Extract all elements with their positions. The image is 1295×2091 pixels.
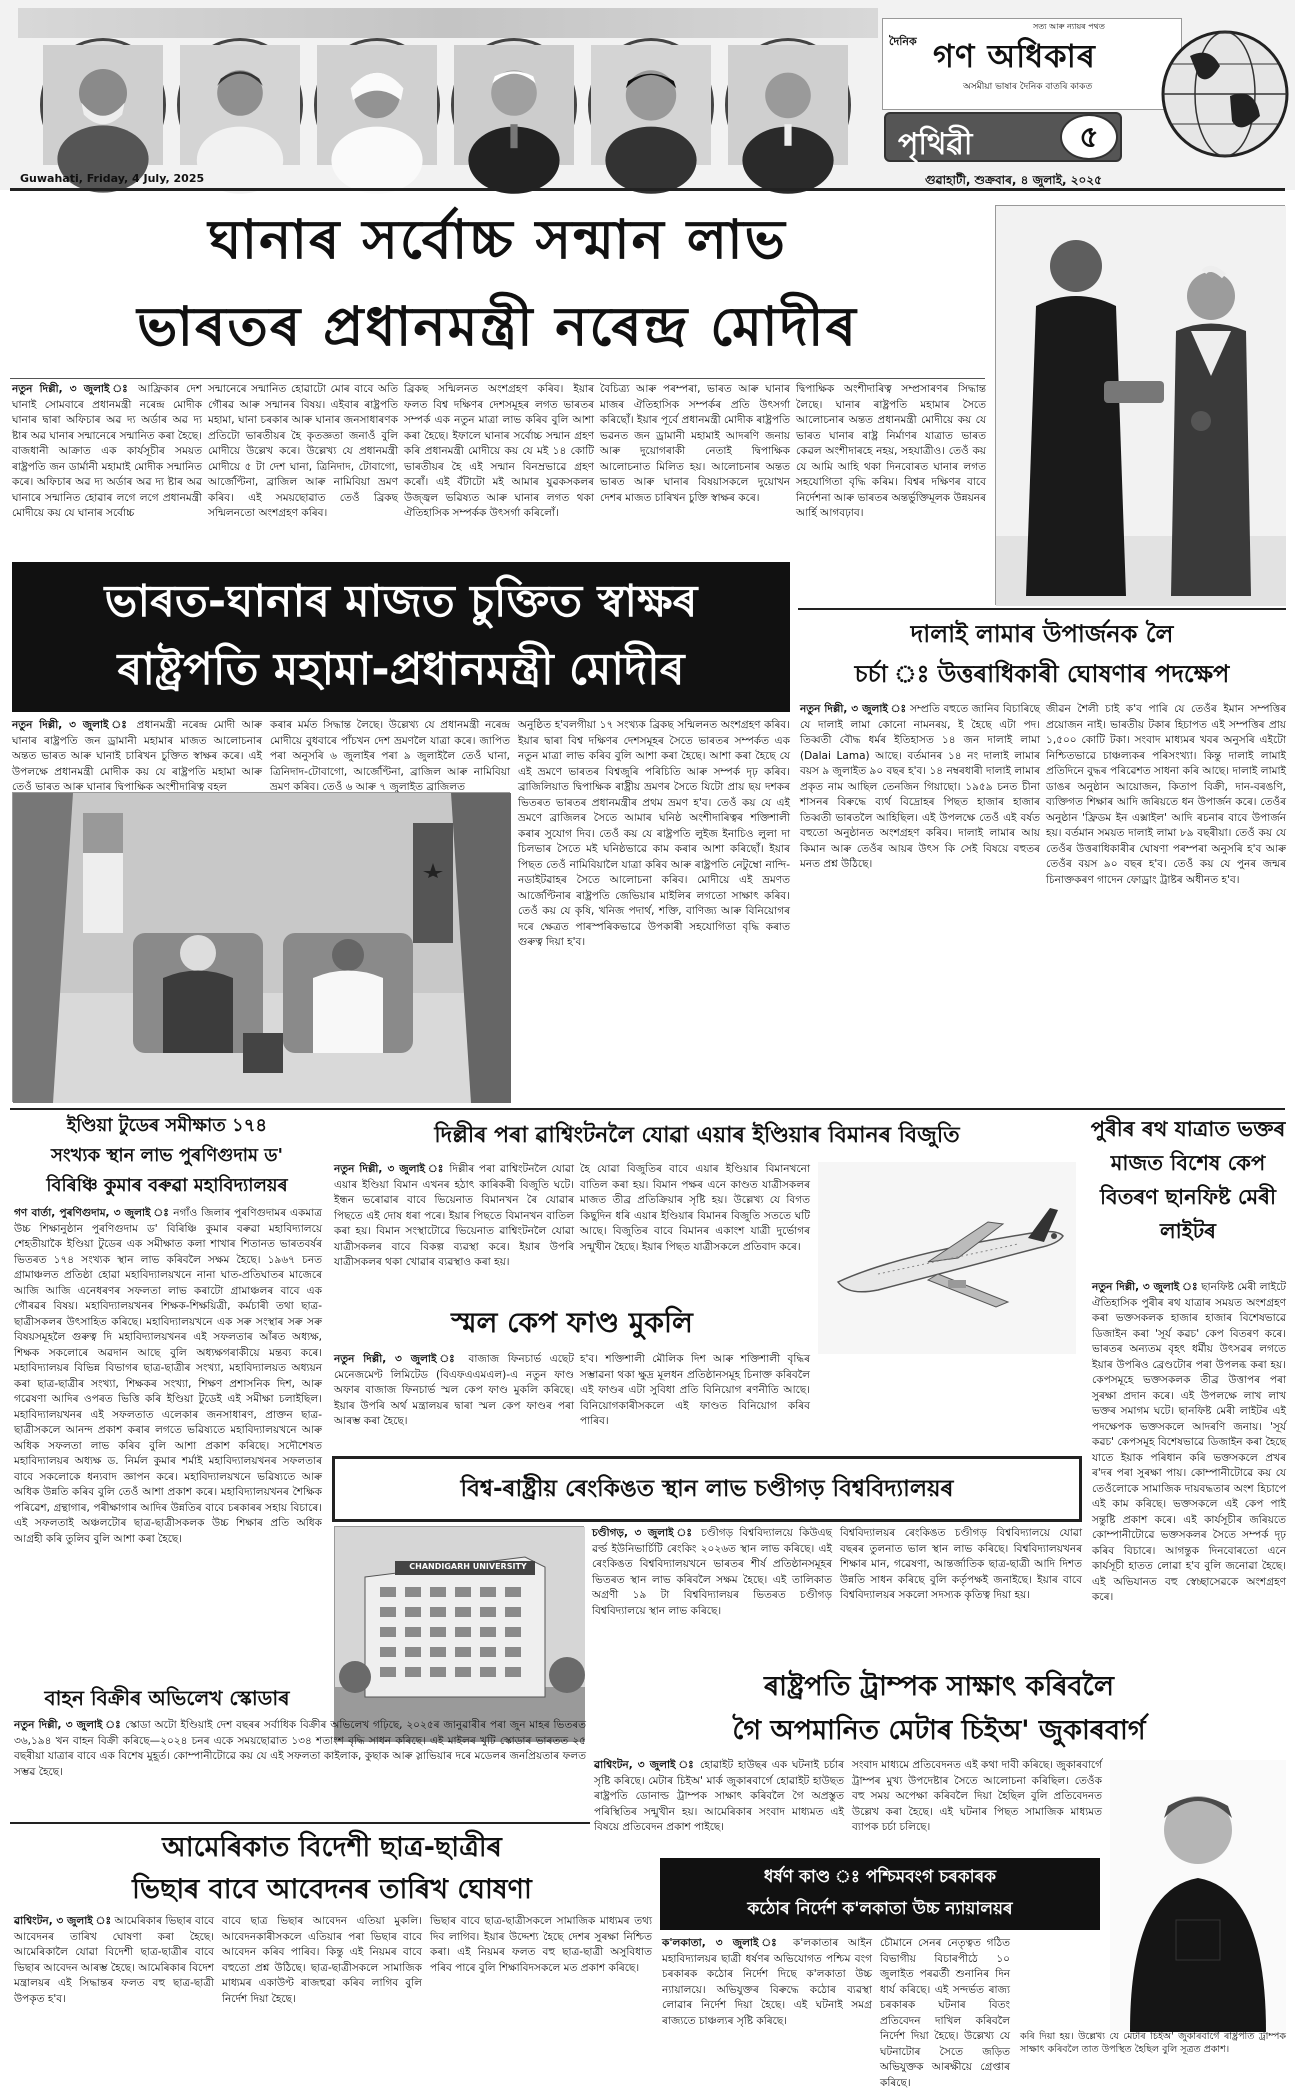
story11-column-3: ভিছাৰ বাবে ছাত্ৰ-ছাত্ৰীসকলে সামাজিক মাধ্যমৰ তথ্য দিব লাগিব। ইয়াৰ উদ্দেশ্য হৈছে দেশৰ সুৰক্ষা নিশ্চিত কৰা। এই নিয়মৰ ফলত বহু ছাত্ৰ-ছাত্ৰী অসুবিধাত পৰিব পাৰে বুলি শিক্ষাবিদসকলে মত প্ৰকাশ কৰিছে। <box>430 1915 652 1974</box>
leader-portrait-2 <box>177 38 303 172</box>
story9-headline: বাহন বিক্ৰীৰ অভিলেখ স্কোডাৰ <box>44 1686 290 1710</box>
story3-headline-1: দালাই লামাৰ উপাৰ্জনক লৈ <box>910 620 1174 648</box>
story1-text-1: আফ্ৰিকাৰ দেশ ঘানাই সোমবাৰে প্ৰধানমন্ত্ৰী নৰেন্দ্ৰ মোদীক ঘানাৰ দ্বাৰা অফিচাৰ অৱ দ্য অৰ্ডাৰ অৱ দ্য ষ্টাৰ অৱ ঘানাৰ সন্মানেৰে সন্মানিত কৰা হৈছে। বাজধানী আক্ৰাত এক কাৰ্যসূচীৰ সময়ত ৰাষ্ট্ৰপতি জন ডাৰ্মানী মহামাই মোদীক সন্মানিত কৰে। অফিচাৰ অৱ দ্য অৰ্ডাৰ অৱ দ্য ষ্টাৰ অৱ ঘানাৰে সন্মানিত হোৱাৰ লগে লগে প্ৰধানমন্ত্ৰী মোদীয়ে কয় যে ঘানাৰ সৰ্বোচ্চ <box>12 383 202 519</box>
story6-column-2: হ'ব। শক্তিশালী মৌলিক দিশ আৰু শক্তিশালী বৃদ্ধিৰ সম্ভাৱনা থকা ক্ষুদ্ৰ মূলধন প্ৰতিষ্ঠানসমূহ চিনাক্ত কৰিবলৈ এই ফাণ্ডৰ এটা সুবিধা প্ৰতি বিনিয়োগ ৰণনীতি আছে। বিনিয়োগকাৰীসকলে এই ফাণ্ডত বিনিয়োগ কৰিব পাৰিব। <box>580 1353 810 1427</box>
story9-body <box>14 1718 586 1816</box>
dateline-english: Guwahati, Friday, 4 July, 2025 <box>20 172 205 185</box>
leader-portrait-1 <box>40 38 166 172</box>
story1-column-3: ব্ৰিকছ সন্মিলনত অংশগ্ৰহণ কৰিব। ইয়াৰ ফলত বিশ্ব দক্ষিণৰ দেশসমূহৰ লগত ভাৰতৰ সম্পৰ্ক এক নতুন মাত্ৰা লাভ কৰিব বুলি আশা কৰা হৈছে। ইফালে ঘানাৰ সৰ্বোচ্চ সন্মান গ্ৰহণ কৰি প্ৰধানমন্ত্ৰী মোদীয়ে কয় যে মই ১৪ কোটি ভাৰতীয়ৰ হৈ এই সন্মান বিনম্ৰভাৱে গ্ৰহণ কৰোঁ। এই বঁটাটো মই আমাৰ যুৱকসকলৰ উজ্জ্বল ভৱিষ্যত আৰু ঘানাৰ লগত থকা ঐতিহাসিক সম্পৰ্কক উৎসৰ্গা কৰিলোঁ। <box>404 383 594 519</box>
story11-text-1: আমেৰিকাৰ ভিছাৰ বাবে আবেদনৰ তাৰিখ ঘোষণা কৰা হৈছে। আমেৰিকালৈ যোৱা বিদেশী ছাত্ৰ-ছাত্ৰীৰ বাবে ভিছাৰ আবেদন আৰম্ভ হৈছে। আমেৰিকাৰ বিদেশ মন্ত্ৰালয়ৰ এই সিদ্ধান্তৰ ফলত বহু ছাত্ৰ-ছাত্ৰী উপকৃত হ'ব। <box>14 1915 214 2005</box>
story6-dateline: নতুন দিল্লী, ৩ জুলাই ঃ <box>334 1353 460 1365</box>
university-photo <box>334 1526 584 1741</box>
story3-column-1 <box>800 702 1040 1102</box>
globe-icon <box>1160 6 1290 182</box>
leader-portrait-5 <box>588 38 714 172</box>
story11-headline-1: আমেৰিকাত বিদেশী ছাত্ৰ-ছাত্ৰীৰ <box>162 1832 502 1863</box>
story1-dateline: নতুন দিল্লী, ৩ জুলাই ঃ <box>12 383 132 395</box>
story12-headline-box <box>660 1858 1100 1930</box>
dateline-assamese: গুৱাহাটী, শুক্ৰবাৰ, ৪ জুলাই, ২০২৫ <box>925 173 1102 187</box>
story3-column-2: জীৱন শৈলী চাই ক'ব পাৰি যে তেওঁৰ ইমান সম্পত্তিৰ প্ৰয়োজন নাই। ভাৰতীয় টকাৰ হিচাপত এই সম্পত্তিৰ প্ৰায় ১,৫০০ কোটি টকা। সংবাদ মাধ্যমৰ খবৰ অনুসৰি এইটো নিশ্চিতভাৱে চাঞ্চল্যকৰ পৰিসংখ্যা। কিন্তু দালাই লামাই প্ৰতিদিনে বুদ্ধৰ পৰিৱেশত সাধনা কৰি আছে। দালাই লামাই ডাঙৰ অনুষ্ঠান আয়োজন, কিতাপ বিক্ৰী, দান-বৰঙণি, ব্যক্তিগত শিক্ষাৰ আদি জৰিয়তে ধন উপাৰ্জন কৰে। তেওঁৰ অনুষ্ঠান 'ফ্ৰিডম ইন এক্সাইল' আদি ৰচনাৰ বাবে উপাৰ্জন হয়। বৰ্তমান সময়ত দালাই লামা ৮৯ বছৰীয়া। তেওঁ কয় যে তেওঁৰ উত্তৰাধিকাৰীৰ ঘোষণা পৰম্পৰা অনুসৰি হ'ব আৰু তেওঁৰ বয়স ৯০ বছৰ হ'ব। তেওঁ কয় যে পুনৰ জন্মৰ চিনাক্তকৰণ গাদেন ফোড্ৰাং ট্ৰাষ্টৰ অধীনত হ'ব। <box>1046 703 1286 886</box>
brand-name: গণ অধিকাৰ <box>933 37 1096 75</box>
story10-dateline: ৱাশ্বিংটন, ৩ জুলাই ঃ <box>594 1759 696 1771</box>
story2-column-1 <box>12 718 262 793</box>
story12-column-2: চৌমানে সেনৰ নেতৃত্বত গঠিত বিভাগীয় বিচাৰপীঠে ১০ জুলাইত পৰৱৰ্তী শুনানিৰ দিন ধাৰ্য কৰিছে। এই সন্দৰ্ভত ৰাজ্য চৰকাৰক ঘটনাৰ বিতং প্ৰতিবেদন দাখিল কৰিবলৈ নিৰ্দেশ দিয়া হৈছে। উল্লেখ্য যে ঘটনাটোৰ সৈতে জড়িত অভিযুক্তক আৰক্ষীয়ে গ্ৰেপ্তাৰ কৰিছে। <box>880 1937 1010 2089</box>
story3-headline-box <box>798 608 1286 698</box>
page-number: ৫ <box>1079 120 1099 155</box>
airplane-photo <box>818 1162 1076 1354</box>
story9-text: স্কোডা অটো ইণ্ডিয়াই দেশ বছৰৰ সৰ্বাধিক বিক্ৰীৰ অভিলেখ গঢ়িছে, ২০২৫ৰ জানুৱাৰীৰ পৰা জুন মাহৰ ভিতৰত ৩৬,১৯৪ খন বাহন বিক্ৰী কৰিছে—২০২৪ চনৰ একে সময়ছোৱাত ১৩৪ শতাংশ বৃদ্ধি সাধন কৰিছে। এই মাইলৰ খুটি স্কোডাৰ ভাৰতত ২৫ বছৰীয়া যাত্ৰাৰ বাবে এক বিশেষ মুহূৰ্ত। কোম্পানীটোৱে কয় যে এই সফলতা কাইলাক, কুছাক আৰু স্লাভিয়াৰ দৰে মডেলৰ জনপ্ৰিয়তাৰ ফলত সম্ভৱ হৈছে। <box>14 1719 586 1778</box>
story2-dateline: নতুন দিল্লী, ৩ জুলাই ঃ <box>12 719 131 731</box>
story3-headline-2: চৰ্চা ঃ উত্তৰাধিকাৰী ঘোষণাৰ পদক্ষেপ <box>854 660 1230 688</box>
lower-rule <box>10 1822 590 1824</box>
story12-column-1 <box>662 1936 872 2066</box>
story10-caption: কৰি দিয়া হয়। উল্লেখ্য যে মেটাৰ চিইঅ' জুকাৰবাৰ্গে ৰাষ্ট্ৰপতি ট্ৰাম্পক সাক্ষাৎ কৰিবলৈ তাত উপস্থিত হৈছিল বুলি সূত্ৰত প্ৰকাশ। <box>1020 2031 1286 2055</box>
story2-headline-1: ভাৰত-ঘানাৰ মাজত চুক্তিত স্বাক্ষৰ <box>104 576 698 627</box>
story11-column-2: বাবে ছাত্ৰ ভিছাৰ আবেদন এতিয়া মুকলি। আবেদনকাৰীসকলে এতিয়াৰ পৰা ভিছাৰ বাবে আবেদন কৰিব পাৰিব। কিন্তু এই নিয়মৰ বাবে বহুতো প্ৰশ্ন উঠিছে। ছাত্ৰ-ছাত্ৰীসকলে সামাজিক মাধ্যমৰ একাউণ্ট ৰাজহুৱা কৰিব লাগিব বুলি নিৰ্দেশ দিয়া হৈছে। <box>222 1915 422 2005</box>
university-sign: CHANDIGARH UNIVERSITY <box>409 1562 527 1571</box>
brand-prefix: দৈনিক <box>889 35 917 48</box>
story4-headline-2: সংখ্যক স্থান লাভ পুৰণিগুদাম ড' <box>50 1145 284 1166</box>
story3-text-1: সম্প্ৰতি বহুতে জানিব বিচাৰিছে যে দালাই লামা কোনো নামনৰয়, ই হৈছে এটা পদ। তিব্বতী বৌদ্ধ ধৰ্মৰ ইতিহাসত ১৪ জন দালাই লামা (Dalai Lama) আছে। বৰ্তমানৰ ১৪ নং দালাই লামাৰ বয়স ৯ জুলাইত ৯০ বছৰ হ'ব। ১৪ নম্বৰধাৰী দালাই লামাৰ প্ৰকৃত নাম আছিল তেনজিন গিয়াছো। ১৯৫৯ চনত চীনা শাসনৰ বিৰুদ্ধে ব্যৰ্থ বিদ্ৰোহৰ পিছত হাজাৰ হাজাৰ তিব্বতী ভাৰতলৈ আহিছিল। এই উপলক্ষে তেওঁ এই বৰ্ষত বহুতো অনুষ্ঠানত অংশগ্ৰহণ কৰিব। দালাই লামাৰ আয় কিমান আৰু তেওঁৰ আয়ৰ উৎস কি সেই বিষয়ে বহুতৰ মনত প্ৰশ্ন উঠিছে। <box>800 703 1040 870</box>
story2-column-2: কৰাৰ মৰ্মত সিদ্ধান্ত লৈছে। উল্লেখ্য যে প্ৰধানমন্ত্ৰী নৰেন্দ্ৰ মোদীয়ে বুধবাৰে পাঁচখন দেশ ভ্ৰমণলৈ যাত্ৰা কৰে। জাপিত পৰা অনুসৰি ৬ জুলাইৰ পৰা ৯ জুলাইলৈ তেওঁ ঘানা, ত্ৰিনিদাদ-টোবাগো, আৰ্জেণ্টিনা, ব্ৰাজিল আৰু নামিবিয়া ভ্ৰমণ কৰিব। তেওঁ ৬ আৰু ৭ জুলাইত ব্ৰাজিলত <box>270 719 510 793</box>
story6-headline: স্মল কেপ ফাণ্ড মুকলি <box>451 1306 693 1339</box>
middle-rule <box>10 1108 1285 1110</box>
story12-headline-2: কঠোৰ নিৰ্দেশ ক'লকাতা উচ্চ ন্যায়ালয়ৰ <box>747 1899 1013 1919</box>
story2-right-column: অনুষ্ঠিত হ'বলগীয়া ১৭ সংখ্যক ব্ৰিকছ সন্মিলনত অংশগ্ৰহণ কৰিব। ইয়াৰ দ্বাৰা বিশ্ব দক্ষিণৰ দেশসমূহৰ সৈতে ভাৰতৰ সম্পৰ্কত এক নতুন মাত্ৰা লাভ কৰিব বুলি আশা কৰা হৈছে। আশা কৰা হৈছে যে এই ভ্ৰমণে ভাৰতৰ বিশ্বজুৰি পৰিচিতি আৰু সম্পৰ্ক দৃঢ় কৰিব। ব্ৰাজিলিয়াত দ্বিপাক্ষিক ৰাষ্ট্ৰীয় ভ্ৰমণৰ সৈতে যিটো প্ৰায় ছয় দশকৰ ভিতৰত ভাৰতৰ প্ৰধানমন্ত্ৰীৰ প্ৰথম ভ্ৰমণ হ'ব। তেওঁ কয় যে এই ভ্ৰমণে ব্ৰাজিলৰ সৈতে আমাৰ ঘনিষ্ঠ অংশীদাৰিত্বৰ শক্তিশালী কৰাৰ সুযোগ দিব। তেওঁ কয় যে ৰাষ্ট্ৰপতি লুইজ ইনাচিও লুলা দা চিলভাৰ সৈতে মই ঘনিষ্ঠভাৱে কাম কৰাৰ আশা কৰিছোঁ। ইয়াৰ পিছত তেওঁ নামিবিয়ালৈ যাত্ৰা কৰিব আৰু ৰাষ্ট্ৰপতি নেটুম্বো নান্দি-নডাইটৱাহৰ সৈতে আলোচনা কৰিব। মোদীয়ে এই ভ্ৰমণত আৰ্জেণ্টিনাৰ ৰাষ্ট্ৰপতি জেভিয়াৰ মাইলিৰ লগতো সাক্ষাৎ কৰিব। তেওঁ কয় যে কৃষি, খনিজ পদাৰ্থ, শক্তি, বাণিজ্য আৰু বিনিয়োগৰ দৰে ক্ষেত্ৰত পাৰস্পৰিকভাৱে উপকাৰী সহযোগিতা বৃদ্ধি কৰাত গুৰুত্ব দিয়া হ'ব। <box>518 719 790 948</box>
zuckerberg-photo <box>1110 1760 1286 2032</box>
story7-dateline: চণ্ডীগড়, ৩ জুলাই ঃ <box>592 1527 695 1539</box>
story7-column-1 <box>592 1526 832 1666</box>
masthead-rule <box>10 188 1285 191</box>
story1-column-1 <box>12 382 202 557</box>
story5-text-1: দিল্লীৰ পৰা ৱাশ্বিংটনলৈ যোৱা এয়াৰ ইণ্ডিয়া বিমান এখনৰ হঠাৎ কাৰিকৰী বিজুতি ঘটে। ইন্ধন ভৰোৱাৰ বাবে ভিয়েনাত বিমানখন ৰৈ যোৱাৰ পিছতে এই দোষ ধৰা পৰে। ইয়াৰ পিছতে বিমানখন বাতিল কৰা হয়। বিমান সংস্থাটোৱে ভিয়েনাত ৱাশ্বিংটনলৈ যোৱা যাত্ৰীসকলৰ বাবে বিকল্প ব্যৱস্থা কৰে। ইয়াৰ উপৰি যাত্ৰীসকলৰ থকা খোৱাৰ ব্যৱস্থাও কৰা হয়। <box>334 1163 574 1268</box>
story1-column-2: সন্মানেৰে সন্মানিত হোৱাটো মোৰ বাবে অতি গৌৰৱ আৰু সন্মানৰ বিষয়। এইবাৰ ৰাষ্ট্ৰপতি মহামা, ঘানা চৰকাৰ আৰু ঘানাৰ জনসাধাৰণক প্ৰতিটো ভাৰতীয়ৰ হৈ কৃতজ্ঞতা জনাওঁ বুলি মোদীয়ে উল্লেখ কৰে। উল্লেখ্য যে প্ৰধানমন্ত্ৰী মোদীয়ে ৫ টা দেশ ঘানা, ত্ৰিনিদাদ, টোবাগো, আৰ্জেণ্টিনা, ব্ৰাজিল আৰু নামিবিয়া ভ্ৰমণ কৰিব। এই সময়ছোৱাত তেওঁ ব্ৰিকছ সন্মিলনতো অংশগ্ৰহণ কৰিব। <box>208 383 398 519</box>
story4-text: নগাঁও জিলাৰ পুৰণিগুদামৰ একমাত্ৰ উচ্চ শিক্ষানুষ্ঠান পুৰণিগুদাম ড' বিৰিঞ্চি কুমাৰ বৰুৱা মহাবিদ্যালয়ে শেহতীয়াকৈ ইণ্ডিয়া টুডেৰ এক সমীক্ষাত কলা শাখাৰ শিতানত ভাৰতবৰ্ষৰ ভিতৰত ১৭৪ সংখ্যক স্থান লাভ কৰিবলৈ সক্ষম হৈছে। ১৯৬৭ চনত গ্ৰামাঞ্চলত প্ৰতিষ্ঠা হোৱা মহাবিদ্যালয়খনে নানা ঘাত-প্ৰতিঘাতৰ মাজেৰে আজি আজি এনেধৰণৰ সফলতা লাভ কৰাটো গ্ৰামাঞ্চলৰ বাবে এক গৌৰৱৰ বিষয়। মহাবিদ্যালয়খনৰ শিক্ষক-শিক্ষয়িত্ৰী, কৰ্মচাৰী তথা ছাত্ৰ-ছাত্ৰীসকলৰ উৎসাহিত কৰিছে। মহাবিদ্যালয়খনে এক সৰু সংস্থাৰ সৰু সৰু বিষয়সমূহলৈ গুৰুত্ব দি মহাবিদ্যালয়খনৰ এই সফলতাৰ আঁৰত অধ্যক্ষ, শিক্ষক সকলোৰে অৱদান আছে বুলি অধ্যক্ষগৰাকীয়ে মন্তব্য কৰে। মহাবিদ্যালয়ৰ বিভিন্ন বিভাগৰ ছাত্ৰ-ছাত্ৰীৰ সংখ্যা, মহাবিদ্যালয়ত অধ্যয়ন কৰা ছাত্ৰ-ছাত্ৰীৰ সংখ্যা, শিক্ষকৰ সংখ্যা, শিক্ষণ প্ৰশাসনিক দিশ, আৰু গৱেষণা আদিৰ ওপৰত ভিত্তি কৰি ইণ্ডিয়া টুডেই এই সমীক্ষা চলাইছিল। মহাবিদ্যালয়খনৰ এই সফলতাত এলেকাৰ জনসাধাৰণ, প্ৰাক্তন ছাত্ৰ-ছাত্ৰীসকলে আনন্দ প্ৰকাশ কৰাৰ লগতে ভৱিষ্যতে মহাবিদ্যালয়খনে আৰু অধিক সফলতা লাভ কৰিব বুলি আশা প্ৰকাশ কৰিছে। সদৌশেষত মহাবিদ্যালয়ৰ অধ্যক্ষ ড. নিৰ্মল কুমাৰ শৰ্মাই মহাবিদ্যালয়খনৰ সফলতাৰ বাবে সকলোকে ধন্যবাদ জ্ঞাপন কৰে। মহাবিদ্যালয়খনে ভৱিষ্যতে আৰু অধিক উন্নতি কৰিব বুলি তেওঁ আশা প্ৰকাশ কৰে। মহাবিদ্যালয়খনৰ শৈক্ষিক পৰিৱেশ, গ্ৰন্থাগাৰ, পৰীক্ষাগাৰ আদিৰ উন্নতিৰ বাবে চৰকাৰৰ সহায় বিচাৰে। এই সফলতাই অঞ্চলটোৰ ছাত্ৰ-ছাত্ৰীসকলক উচ্চ শিক্ষাৰ প্ৰতি অধিক আগ্ৰহী কৰি তুলিব বুলি আশা কৰা হৈছে। <box>14 1207 322 1545</box>
story5-headline: দিল্লীৰ পৰা ৱাশ্বিংটনলৈ যোৱা এয়াৰ ইণ্ডিয়াৰ বিমানৰ বিজুতি <box>434 1123 960 1148</box>
leader-portrait-4 <box>451 38 577 172</box>
story6-text-1: বাজাজ ফিনচাৰ্ভ এছেট মেনেজমেণ্ট লিমিটেড (বিএফএএমএল)-এ নতুন ফাণ্ড অফাৰ বাজাজ ফিনচাৰ্ভ স্মল কেপ ফাণ্ড মুকলি কৰিছে। ইয়াৰ উপৰি অৰ্থ মন্ত্ৰালয়ৰ দ্বাৰা স্মল কেপ ফাণ্ডৰ পৰা আৰম্ভ কৰা হৈছে। <box>334 1353 575 1427</box>
story11-dateline: ৱাশ্বিংটন, ৩ জুলাই ঃ <box>14 1915 112 1927</box>
story4-body <box>14 1206 322 1676</box>
story4-headline-1: ইণ্ডিয়া টুডেৰ সমীক্ষাত ১৭৪ <box>66 1115 268 1136</box>
story12-text-1: ক'লকাতাৰ আইন মহাবিদ্যালয়ৰ ছাত্ৰী ধৰ্ষণৰ অভিযোগত পশ্চিম বংগ চৰকাৰক কঠোৰ নিৰ্দেশ দিছে ক'লকাতা উচ্চ ন্যায়ালয়ে। অভিযুক্তৰ বিৰুদ্ধে কঠোৰ ব্যৱস্থা লোৱাৰ নিৰ্দেশ দিয়া হৈছে। এই ঘটনাই সমগ্ৰ ৰাজ্যতে চাঞ্চল্যৰ সৃষ্টি কৰিছে। <box>662 1937 873 2027</box>
page-number-badge <box>1060 114 1118 160</box>
story5-column-1 <box>334 1162 574 1302</box>
story10-text-1: হোৱাইট হাউছৰ এক ঘটনাই চৰ্চাৰ সৃষ্টি কৰিছে। মেটাৰ চিইঅ' মাৰ্ক জুকাৰবাৰ্গে হোৱাইট হাউছত ৰাষ্ট্ৰপতি ডোনাল্ড ট্ৰাম্পক সাক্ষাৎ কৰিবলৈ গৈ অপ্ৰস্তুত পৰিস্থিতিৰ সন্মুখীন হয়। আমেৰিকাৰ সংবাদ মাধ্যমত এই বিষয়ে প্ৰতিবেদন প্ৰকাশ পাইছে। <box>594 1759 845 1833</box>
story1-headline-1: ঘানাৰ সৰ্বোচ্চ সন্মান লাভ <box>208 208 787 271</box>
story6-column-1 <box>334 1352 574 1452</box>
story7-column-2: বিশ্ববিদ্যালয়ৰ ৰেংকিঙত চণ্ডীগড় বিশ্ববিদ্যালয়ে যোৱা বছৰৰ তুলনাত ভাল স্থান লাভ কৰিছে। বিশ্ববিদ্যালয়খনৰ শিক্ষাৰ মান, গৱেষণা, আন্তৰ্জাতিক ছাত্ৰ-ছাত্ৰী আদি দিশত উন্নতি সাধন কৰিছে বুলি কৰ্তৃপক্ষই জনাইছে। ইয়াৰ বাবে বিশ্ববিদ্যালয়ৰ সকলো সদস্যক কৃতিত্ব দিয়া হয়। <box>840 1527 1082 1601</box>
masthead-banner-strip <box>18 8 878 38</box>
story2-text-1: প্ৰধানমন্ত্ৰী নৰেন্দ্ৰ মোদী আৰু ঘানাৰ ৰাষ্ট্ৰপতি জন ড্ৰামানী মহামাৰ মাজত আলোচনাৰ অন্তত ভাৰত আৰু ঘানাই চাৰিখন চুক্তিত স্বাক্ষৰ কৰে। এই উপলক্ষে প্ৰধানমন্ত্ৰী মোদীক কয় যে ৰাষ্ট্ৰপতি মহামা আৰু তেওঁ ভাৰত আৰু ঘানাৰ দ্বিপাক্ষিক অংশীদাৰিত্ব বহল <box>12 719 262 793</box>
story1-column-5: দ্বিপাক্ষিক অংশীদাৰিত্ব সম্প্ৰসাৰণৰ সিদ্ধান্ত লৈছে। ঘানাৰ ৰাষ্ট্ৰপতি মহামাৰ সৈতে আলোচনাৰ অন্তত প্ৰধানমন্ত্ৰী মোদীয়ে কয় যে ভাৰত ঘানাৰ ৰাষ্ট্ৰ নিৰ্মাণৰ যাত্ৰাত ভাৰত কেৱল অংশীদাৰহে নহয়, সহযাত্ৰীও। তেওঁ কয় যে আমি আহি থকা দিনবোৰত ঘানাৰ লগত সহযোগিতা বৃদ্ধি কৰিম। বিশ্বৰ দক্ষিণৰ বাবে নিৰ্দেশনা আৰু ভাৰতৰ অন্তৰ্ভুক্তিমূলক উন্নয়নৰ আৰ্হি আগবঢ়াব। <box>796 383 986 519</box>
story4-dateline: গণ বাৰ্তা, পুৰণিগুদাম, ৩ জুলাই ঃ <box>14 1207 170 1219</box>
masthead <box>0 0 1295 190</box>
story1-photo <box>995 205 1285 605</box>
story1-headline-2: ভাৰতৰ প্ৰধানমন্ত্ৰী নৰেন্দ্ৰ মোদীৰ <box>137 295 858 358</box>
story9-dateline: নতুন দিল্লী, ৩ জুলাই ঃ <box>14 1719 122 1731</box>
story1-body-rule <box>10 378 985 379</box>
story1-column-4: বৈচিত্ৰ্য আৰু পৰম্পৰা, ভাৰত আৰু ঘানাৰ মাজৰ ঐতিহাসিক সম্পৰ্কৰ প্ৰতি উৎসৰ্গা কৰিছোঁ। ইয়াৰ পূৰ্বে প্ৰধানমন্ত্ৰী মোদীক ৰাষ্ট্ৰপতি ভৱনত জন ড্ৰামানী মহামাই আদৰণি জনায় আৰু দুয়োগৰাকী নেতাই দ্বিপাক্ষিক আলোচনাত মিলিত হয়। আলোচনাৰ অন্তত ভাৰত আৰু ঘানাৰ বিষয়াসকলে দুয়োখন দেশৰ মাজত চাৰিখন চুক্তি স্বাক্ষৰ কৰে। <box>600 383 790 504</box>
story8-text: ছানফিষ্ট মেৰী লাইটে ঐতিহাসিক পুৰীৰ ৰথ যাত্ৰাৰ সময়ত অংশগ্ৰহণ কৰা ভক্তসকলক হাজাৰ হাজাৰ বিশেষভাৱে ডিজাইন কৰা 'সূৰ্য কৱচ' কেপ বিতৰণ কৰে। ভাৰতৰ অন্যতম বৃহৎ ধৰ্মীয় উৎসৱৰ লগতে ইয়াৰ উপৰিও ব্ৰেণ্ডটোৰ পৰা উপলব্ধ কৰা হয়। কেপসমূহে ভক্তসকলক তীব্ৰ উত্তাপৰ পৰা সুৰক্ষা প্ৰদান কৰে। এই উপলক্ষে লাখ লাখ ভক্তৰ সমাগম ঘটে। ছানফিষ্ট মেৰী লাইটৰ এই পদক্ষেপক ভক্তসকলে আদৰণি জনায়। 'সূৰ্য কৱচ' কেপসমূহ বিশেষভাৱে ডিজাইন কৰা হৈছে যাতে ইয়াক পৰিধান কৰি ভক্তসকলে প্ৰখৰ ৰ'দৰ পৰা সুৰক্ষা পায়। কোম্পানীটোৱে কয় যে তেওঁলোকে সামাজিক দায়বদ্ধতাৰ অংশ হিচাপে এই কাম কৰিছে। ভক্তসকলে এই কেপ পাই সন্তুষ্টি প্ৰকাশ কৰে। এই কাৰ্যসূচীৰ জৰিয়তে কোম্পানীটোৱে ভক্তসকলৰ সৈতে সম্পৰ্ক দৃঢ় কৰিব বিচাৰে। আগন্তুক দিনবোৰতো এনে কাৰ্যসূচী হাতত লোৱা হ'ব বুলি জনোৱা হৈছে। এই অভিযানত বহু স্বেচ্ছাসেৱকে অংশগ্ৰহণ কৰে। <box>1092 1281 1287 1603</box>
brand-box <box>882 18 1182 110</box>
story10-headline-1: ৰাষ্ট্ৰপতি ট্ৰাম্পক সাক্ষাৎ কৰিবলৈ <box>763 1671 1115 1702</box>
story5-dateline: নতুন দিল্লী, ৩ জুলাই ঃ <box>334 1163 445 1175</box>
story10-column-2: সংবাদ মাধ্যমে প্ৰতিবেদনত এই কথা দাবী কৰিছে। জুকাৰবাৰ্গে ট্ৰাম্পৰ মুখ্য উপদেষ্টাৰ সৈতে আলোচনা কৰিছিল। তেওঁক বহু সময় অপেক্ষা কৰিবলৈ দিয়া হৈছিল বুলি প্ৰতিবেদনত উল্লেখ কৰা হৈছে। এই ঘটনাৰ পিছত সামাজিক মাধ্যমত ব্যাপক চৰ্চা চলিছে। <box>852 1759 1102 1833</box>
story7-text-1: চণ্ডীগড় বিশ্ববিদ্যালয়ে কিউএছ ৱৰ্ল্ড ইউনিভাৰ্চিটি ৰেংকিং ২০২৬ত স্থান লাভ কৰিছে। এই ৰেংকিঙত বিশ্ববিদ্যালয়খনে ভাৰতৰ শীৰ্ষ প্ৰতিষ্ঠানসমূহৰ ভিতৰত স্থান লাভ কৰিবলৈ সক্ষম হৈছে। এই তালিকাত অগ্ৰণী ১৯ টা বিশ্ববিদ্যালয়ৰ ভিতৰত চণ্ডীগড় বিশ্ববিদ্যালয়ে স্থান লাভ কৰিছে। <box>592 1527 832 1617</box>
section-label: পৃথিৱী <box>898 127 973 162</box>
story10-headline-2: গৈ অপমানিত মেটাৰ চিইঅ' জুকাৰবাৰ্গ <box>732 1715 1146 1746</box>
brand-motto: সত্য আৰু ন্যায়ৰ পথত <box>1033 22 1105 31</box>
leader-portrait-3 <box>314 38 440 172</box>
story12-dateline: ক'লকাতা, ৩ জুলাই ঃ <box>662 1937 784 1949</box>
story2-headline-2: ৰাষ্ট্ৰপতি মহামা-প্ৰধানমন্ত্ৰী মোদীৰ <box>117 644 685 695</box>
story3-dateline: নতুন দিল্লী, ৩ জুলাই ঃ <box>800 703 907 715</box>
story11-column-1 <box>14 1914 214 2066</box>
brand-tagline: অসমীয়া ভাষাৰ দৈনিক বাতৰি কাকত <box>963 82 1093 92</box>
story8-dateline: নতুন দিল্লী, ৩ জুলাই ঃ <box>1092 1281 1198 1293</box>
story4-headline-3: বিৰিঞ্চি কুমাৰ বৰুৱা মহাবিদ্যালয়ৰ <box>46 1175 288 1196</box>
story12-headline-1: ধৰ্ষণ কাণ্ড ঃ পশ্চিমবংগ চৰকাৰক <box>763 1867 997 1887</box>
leader-portrait-6 <box>725 38 851 172</box>
story8-headline: পুৰীৰ ৰথ যাত্ৰাত ভক্তৰ মাজত বিশেষ কেপ বিতৰণ ছানফিষ্ট মেৰী লাইটৰ <box>1090 1117 1286 1243</box>
story2-headline-box <box>12 562 790 712</box>
story2-photo <box>12 792 510 1102</box>
story7-headline: বিশ্ব-ৰাষ্ট্ৰীয় ৰেংকিঙত স্থান লাভ চণ্ডীগড় বিশ্ববিদ্যালয়ৰ <box>332 1456 1082 1522</box>
story5-column-2: হৈ যোৱা বিজুতিৰ বাবে এয়াৰ ইণ্ডিয়াৰ বিমানখনো বাতিল কৰা হয়। বিমান পক্ষৰ এনে কাণ্ডত যাত্ৰীসকলৰ মাজত তীব্ৰ প্ৰতিক্ৰিয়াৰ সৃষ্টি হয়। উল্লেখ্য যে বিগত কিছুদিন ধৰি এয়াৰ ইণ্ডিয়াৰ বিমানৰ বিজুতি সততে ঘটি আছে। বিজুতিৰ বাবে বিমানৰ একাংশ যাত্ৰী দুৰ্ভোগৰ সন্মুখীন হৈছে। ইয়াৰ পিছত যাত্ৰীসকলে প্ৰতিবাদ কৰে। <box>580 1163 810 1253</box>
story11-headline-2: ভিছাৰ বাবে আবেদনৰ তাৰিখ ঘোষণা <box>132 1874 532 1905</box>
